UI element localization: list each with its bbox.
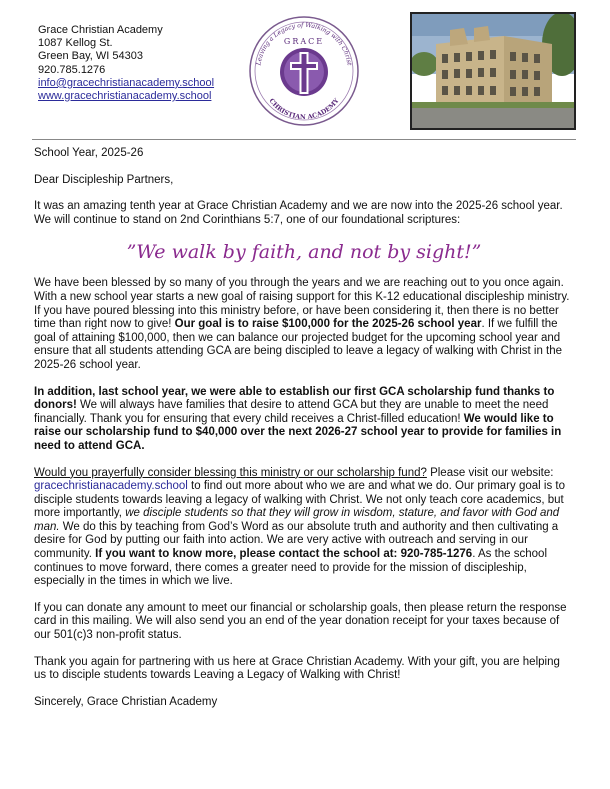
street-address: 1087 Kellog St. — [38, 37, 113, 50]
prayer-question: Would you prayerfully consider blessing this ministry or our scholarship fund? — [34, 466, 427, 479]
scholarship-goal: We would like to raise our scholarship fund to $40,000 over the next 2026-27 school year to provide for families in need to attend GCA. — [34, 412, 562, 452]
website-inline-link[interactable]: gracechristianacademy.school — [34, 480, 188, 493]
goal-text: We have been blessed by so many of you through the years and we are reaching out to you once again. With a new school year starts a new goal of raising support for this K-12 educational discipleship ministry. If you have poured blessing into this ministry before, or have been considering it, then there is no better time than right now to give! — [34, 277, 570, 331]
school-name: Grace Christian Academy — [38, 24, 163, 36]
school-seal-logo — [248, 13, 360, 129]
ministry-text-4: . As the school continues to move forward, there comes a greater need to provide for the mission of discipleship, especially in the times in which we live. — [34, 548, 547, 588]
salutation: Dear Discipleship Partners, — [34, 173, 174, 186]
school-address-block — [38, 24, 214, 103]
scholarship-intro: In addition, last school year, we were able to establish our first GCA scholarship fund thanks to donors! — [34, 385, 555, 412]
seal-motto: Leaving a Legacy of Walking with Christ — [255, 21, 353, 66]
thanks-paragraph: Thank you again for partnering with us here at Grace Christian Academy. With your gift, you are helping us to disciple students towards Leaving a Legacy of Walking with Christ! — [34, 655, 560, 682]
ministry-italic: we disciple students so that they will grow in wisdom, stature, and favor with God and man. — [34, 507, 560, 533]
website-link[interactable]: www.gracechristianacademy.school — [38, 90, 212, 103]
signoff: Sincerely, Grace Christian Academy — [34, 695, 218, 708]
ministry-text-3: We do this by teaching from God’s Word as our absolute truth and authority and then cultivating a desire for God by putting our faith into action. We are very active with outreach and serving in our community. — [34, 520, 559, 561]
ministry-text: Please visit our website: — [426, 466, 554, 479]
ministry-text-2: to find out more about who we are and what we do. Our primary goal is to disciple students towards leaving a legacy of walking with Christ. We not only teach core academics, but more importantly, — [34, 480, 565, 520]
header-divider — [32, 139, 576, 140]
intro-paragraph: It was an amazing tenth year at Grace Christian Academy and we are now into the 2025-26 school year. We will continue to stand on 2nd Corinthians 5:7, one of our foundational scriptures: — [34, 200, 563, 226]
goal-highlight: Our goal is to raise $100,000 for the 2025-26 school year — [174, 318, 482, 331]
email-link[interactable]: info@gracechristianacademy.school — [38, 76, 215, 89]
goal-text-cont: . If we fulfill the goal of attaining $100,000, then we can balance our projected budget for the upcoming school year and ensure that all students attending GCA are being discipled to leave a legacy of walking with Christ in the 2025-26 school year. — [34, 318, 563, 371]
letter-body — [34, 147, 574, 722]
city-state-zip: Green Bay, WI 54303 — [38, 50, 143, 63]
scholarship-text: We will always have families that desire to attend GCA but they are unable to meet the need financially. Thank you for ensuring that every child receives a Christ-filled education! — [34, 399, 549, 425]
donation-paragraph: If you can donate any amount to meet our financial or scholarship goals, then please return the response card in this mailing. We will also send you an end of the year donation receipt for your taxes because of our 501(c)3 non-profit status. — [34, 601, 567, 642]
goal-paragraph — [34, 277, 574, 372]
contact-highlight: If you want to know more, please contact the school at: 920-785-1276 — [95, 548, 473, 561]
scholarship-paragraph — [34, 386, 574, 454]
seal-grace: GRACE — [283, 37, 325, 46]
ministry-paragraph — [34, 467, 574, 589]
phone-number: 920.785.1276 — [38, 63, 106, 76]
scripture-quote: ”We walk by faith, and not by sight!” — [126, 241, 482, 264]
date-line: School Year, 2025-26 — [34, 147, 144, 159]
seal-bottom-text: CHRISTIAN ACADEMY — [267, 96, 341, 122]
school-building-photo — [410, 12, 576, 130]
